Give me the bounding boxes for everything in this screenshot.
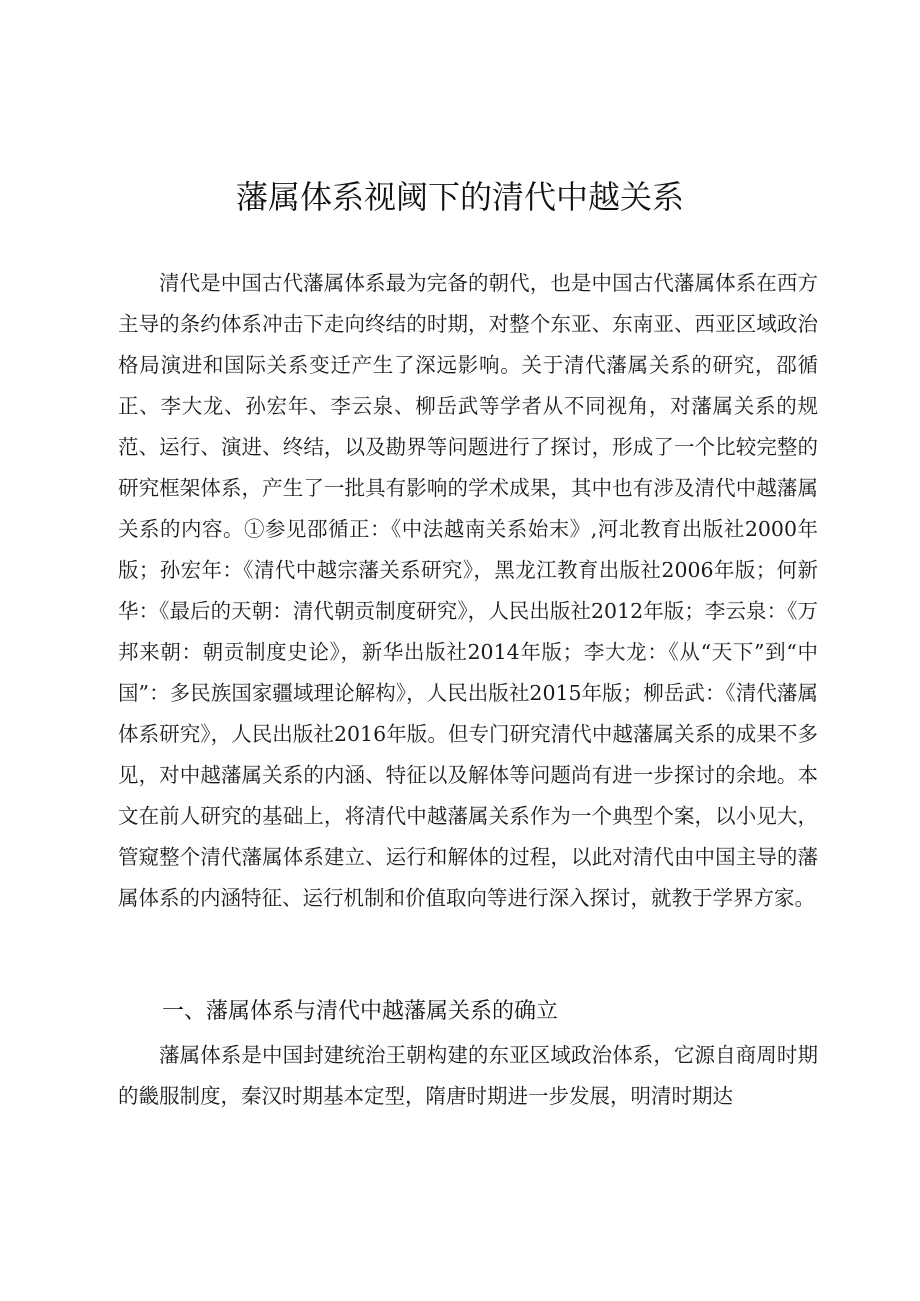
section-heading: 一、藩属体系与清代中越藩属关系的确立 [162,999,559,1024]
section-paragraph: 藩属体系是中国封建统治王朝构建的东亚区域政治体系，它源自商周时期的畿服制度，秦汉时期基本定型，隋唐时期进一步发展，明清时期达 [118,1043,818,1108]
body-paragraph: 清代是中国古代藩属体系最为完备的朝代，也是中国古代藩属体系在西方主导的条约体系冲击下走向终结的时期，对整个东亚、东南亚、西亚区域政治格局演进和国际关系变迁产生了深远影响。关于清代藩属关系的研究，邵循正、李大龙、孙宏年、李云泉、柳岳武等学者从不同视角，对藩属关系的规范、运行、演进、终结，以及勘界等问题进行了探讨，形成了一个比较完整的研究框架体系，产生了一批具有影响的学术成果，其中也有涉及清代中越藩属关系的内容。①参见邵循正：《中法越南关系始末》,河北教育出版社2000年版；孙宏年：《清代中越宗藩关系研究》，黑龙江教育出版社2006年版；何新华：《最后的天朝：清代朝贡制度研究》，人民出版社2012年版；李云泉：《万邦来朝：朝贡制度史论》，新华出版社2014年版；李大龙：《从“天下”到“中国”：多民族国家疆域理论解构》，人民出版社2015年版；柳岳武：《清代藩属体系研究》，人民出版社2016年版。但专门研究清代中越藩属关系的成果不多见，对中越藩属关系的内涵、特征以及解体等问题尚有进一步探讨的余地。本文在前人研究的基础上，将清代中越藩属关系作为一个典型个案，以小见大，管窥整个清代藩属体系建立、运行和解体的过程，以此对清代由中国主导的藩属体系的内涵特征、运行机制和价值取向等进行深入探讨，就教于学界方家。 [118,271,818,910]
document-title: 藩属体系视阈下的清代中越关系 [235,178,684,216]
